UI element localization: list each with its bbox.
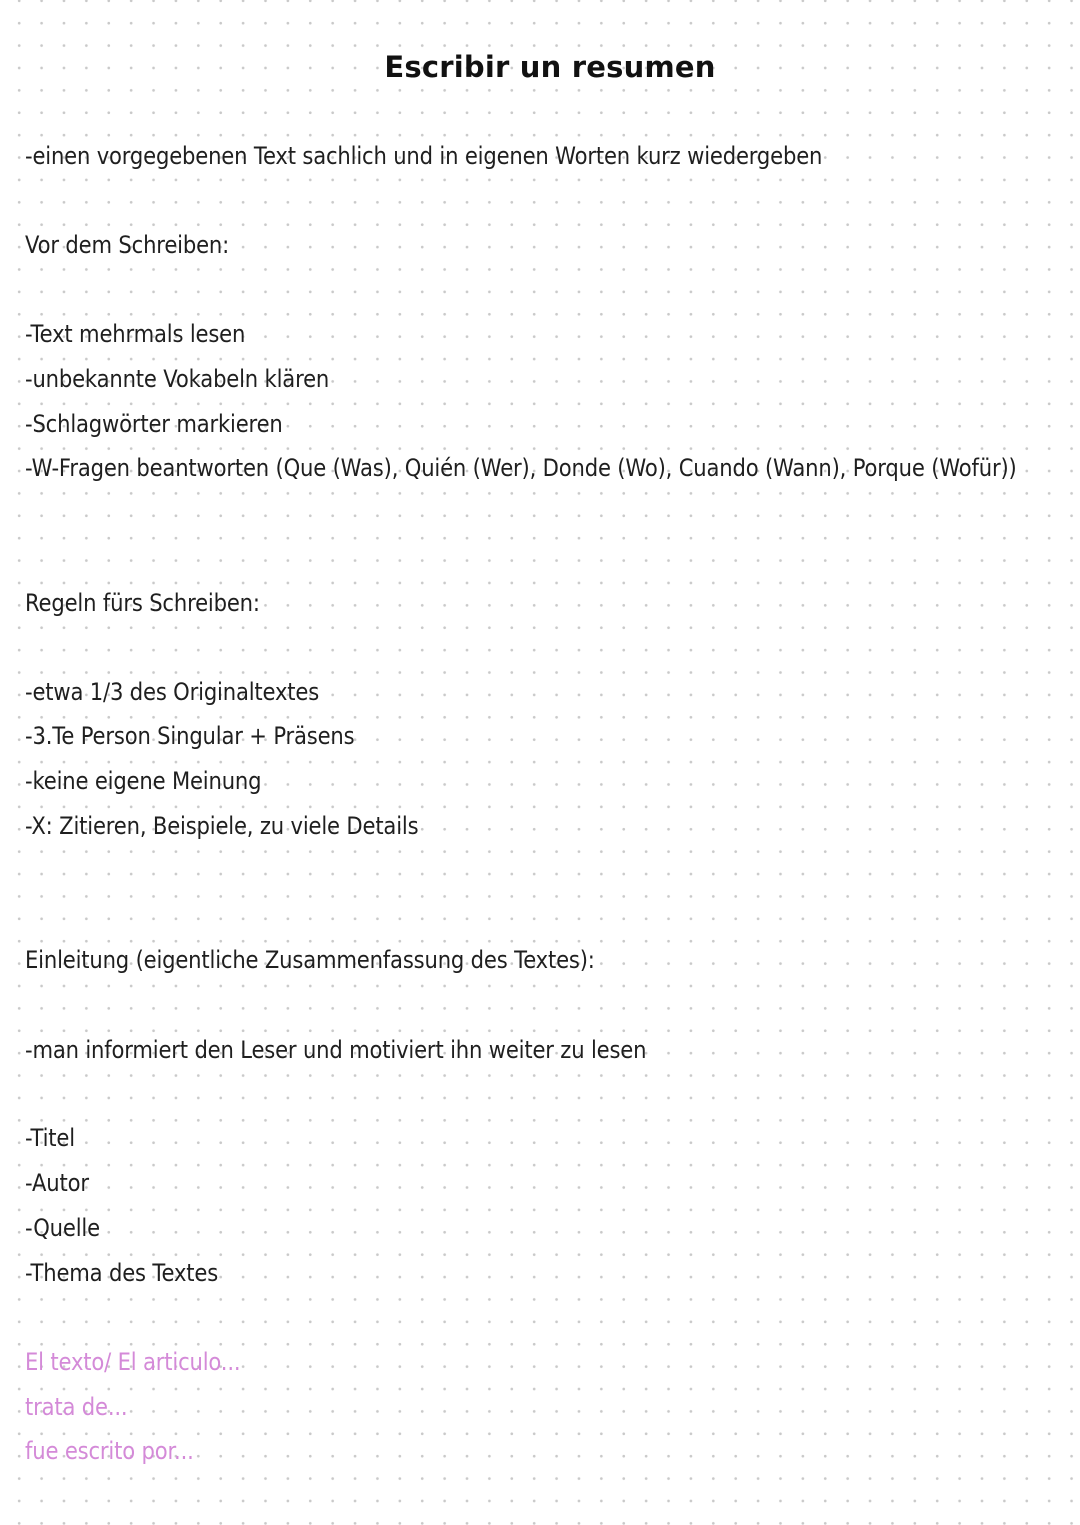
before-writing-heading: Vor dem Schreiben:	[25, 231, 230, 259]
introduction-item: -Autor	[25, 1169, 89, 1197]
introduction-heading: Einleitung (eigentliche Zusammenfassung des Textes):	[25, 946, 595, 974]
before-writing-item: -W-Fragen beantworten (Que (Was), Quién (Wer), Donde (Wo), Cuando (Wann), Porque (Wofür))	[25, 454, 1017, 482]
spanish-phrase: trata de...	[25, 1393, 128, 1421]
rules-item: -etwa 1/3 des Originaltextes	[25, 678, 320, 706]
rules-item: -keine eigene Meinung	[25, 767, 262, 795]
introduction-item: -Titel	[25, 1124, 75, 1152]
spanish-phrase: fue escrito por...	[25, 1437, 194, 1465]
introduction-item: -Quelle	[25, 1214, 100, 1242]
introduction-description: -man informiert den Leser und motiviert ihn weiter zu lesen	[25, 1036, 647, 1064]
introduction-item: -Thema des Textes	[25, 1259, 219, 1287]
spanish-phrase: El texto/ El articulo...	[25, 1348, 241, 1376]
rules-item: -X: Zitieren, Beispiele, zu viele Details	[25, 812, 419, 840]
before-writing-item: -unbekannte Vokabeln klären	[25, 365, 330, 393]
rules-heading: Regeln fürs Schreiben:	[25, 589, 260, 617]
rules-item: -3.Te Person Singular + Präsens	[25, 722, 355, 750]
before-writing-item: -Text mehrmals lesen	[25, 320, 246, 348]
page-title: Escribir un resumen	[384, 50, 716, 84]
before-writing-item: -Schlagwörter markieren	[25, 410, 283, 438]
definition-text: -einen vorgegebenen Text sachlich und in eigenen Worten kurz wiedergeben	[25, 142, 823, 170]
